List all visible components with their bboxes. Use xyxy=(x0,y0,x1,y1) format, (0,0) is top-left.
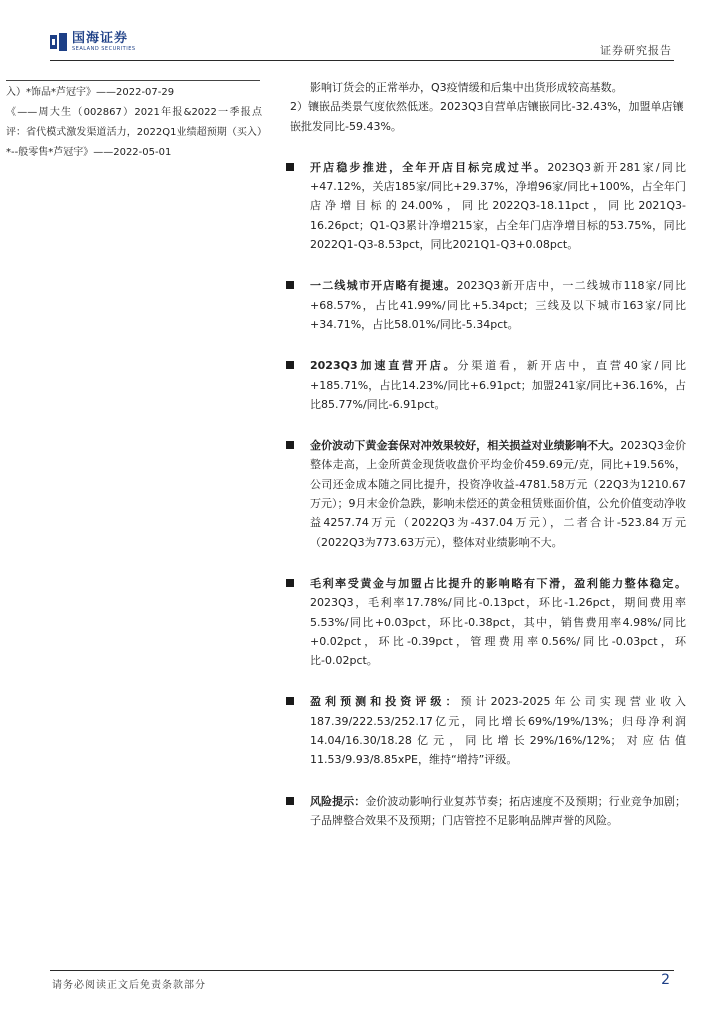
section-body: 金价波动影响行业复苏节奏；拓店速度不及预期；行业竞争加剧；子品牌整合效果不及预期；门店管控不足影响品牌声誉的风险。 xyxy=(310,794,687,827)
section-gross-margin xyxy=(288,574,686,670)
section-title: 毛利率受黄金与加盟占比提升的影响略有下滑，盈利能力整体稳定。 xyxy=(310,576,686,590)
square-bullet-icon xyxy=(286,163,294,171)
company-logo xyxy=(50,32,136,52)
section-direct-stores xyxy=(288,356,686,414)
related-reports-top-rule xyxy=(6,80,260,81)
section-forecast-rating xyxy=(288,692,686,769)
section-body: 2023Q3新开店中，一二线城市118家/同比+68.57%，占比41.99%/同比+5.34pct；三线及以下城市163家/同比+34.71%，占比58.01%/同比-5.34pct。 xyxy=(310,279,687,331)
square-bullet-icon xyxy=(286,361,294,369)
logo-name-cn: 国海证券 xyxy=(72,31,129,46)
page-number: 2 xyxy=(661,972,670,988)
continuation-point: 2）镶嵌品类景气度依然低迷。2023Q3自营单店镶嵌同比-32.43%，加盟单店镶嵌批发同比-59.43%。 xyxy=(290,100,684,133)
report-body xyxy=(288,78,686,830)
related-report-item[interactable]: 入）*饰品*芦冠宇》——2022-07-29 xyxy=(6,87,175,98)
section-title: 金价波动下黄金套保对冲效果较好，相关损益对业绩影响不大。 xyxy=(310,439,621,453)
logo-icon xyxy=(50,33,68,51)
footer-divider xyxy=(50,970,674,971)
section-body: 预计2023-2025年公司实现营业收入187.39/222.53/252.17亿元，同比增长69%/19%/13%；归母净利润14.04/16.30/18.28亿元，同比增长29%/16%/12%；对应估值11.53/9.93/8.85xPE，维持“增持”评级。 xyxy=(310,695,686,767)
square-bullet-icon xyxy=(286,281,294,289)
section-gold-hedging xyxy=(288,436,686,552)
header-divider xyxy=(50,60,674,61)
square-bullet-icon xyxy=(286,697,294,705)
report-type-label: 证券研究报告 xyxy=(600,44,672,57)
section-risk-warning xyxy=(288,792,686,831)
section-body: 2023Q3金价整体走高，上金所黄金现货收盘价平均金价459.69元/克，同比+19.56%，公司还金成本随之同比提升，投资净收益-4781.58万元（22Q3为1210.67万元）；9月末金价急跌，影响未偿还的黄金租赁账面价值，公允价值变动净收益4257.74万元（2022Q3为-437.04万元），二者合计-523.84万元（2022Q3为773.63万元），整体对业绩影响不大。 xyxy=(310,439,686,549)
section-title: 盈利预测和投资评级： xyxy=(310,695,461,709)
section-title: 一二线城市开店略有提速。 xyxy=(310,279,457,293)
section-body: 2023Q3新开281家/同比+47.12%，关店185家/同比+29.37%，净增96家/同比+100%，占全年门店净增目标的24.00%，同比2022Q3-18.11pct，同比2021Q3-16.26pct；Q1-Q3累计净增215家，占全年门店净增目标的53.75%，同比2022Q1-Q3-8.53pct，同比2021Q1-Q3+0.08pct。 xyxy=(310,160,686,252)
logo-name-en: SEALAND SECURITIES xyxy=(72,46,136,52)
section-title: 开店稳步推进，全年开店目标完成过半。 xyxy=(310,160,548,174)
footer-disclaimer: 请务必阅读正文后免责条款部分 xyxy=(52,980,206,991)
section-body: 2023Q3，毛利率17.78%/同比-0.13pct，环比-1.26pct，期间费用率5.53%/同比+0.03pct，环比-0.38pct，其中，销售费用率4.98%/同比+0.02pct，环比-0.39pct，管理费用率0.56%/同比-0.03pct，环比-0.02pct。 xyxy=(310,596,686,668)
section-title: 2023Q3加速直营开店。 xyxy=(310,359,458,373)
related-report-item[interactable]: 《——周大生（002867）2021年报&2022一季报点评：省代模式激发渠道活力，2022Q1业绩超预期（买入）*--般零售*芦冠宇》——2022-05-01 xyxy=(6,107,262,158)
square-bullet-icon xyxy=(286,579,294,587)
section-title: 风险提示： xyxy=(310,794,366,808)
square-bullet-icon xyxy=(286,441,294,449)
continuation-paragraph: 影响订货会的正常举办，Q3疫情缓和后集中出货形成较高基数。 xyxy=(310,81,623,94)
square-bullet-icon xyxy=(286,797,294,805)
section-store-opening xyxy=(288,158,686,254)
section-city-tier xyxy=(288,276,686,334)
section-body: 分渠道看，新开店中，直营40家/同比+185.71%，占比14.23%/同比+6.91pct；加盟241家/同比+36.16%，占比85.77%/同比-6.91pct。 xyxy=(310,359,686,411)
related-reports xyxy=(6,80,262,163)
